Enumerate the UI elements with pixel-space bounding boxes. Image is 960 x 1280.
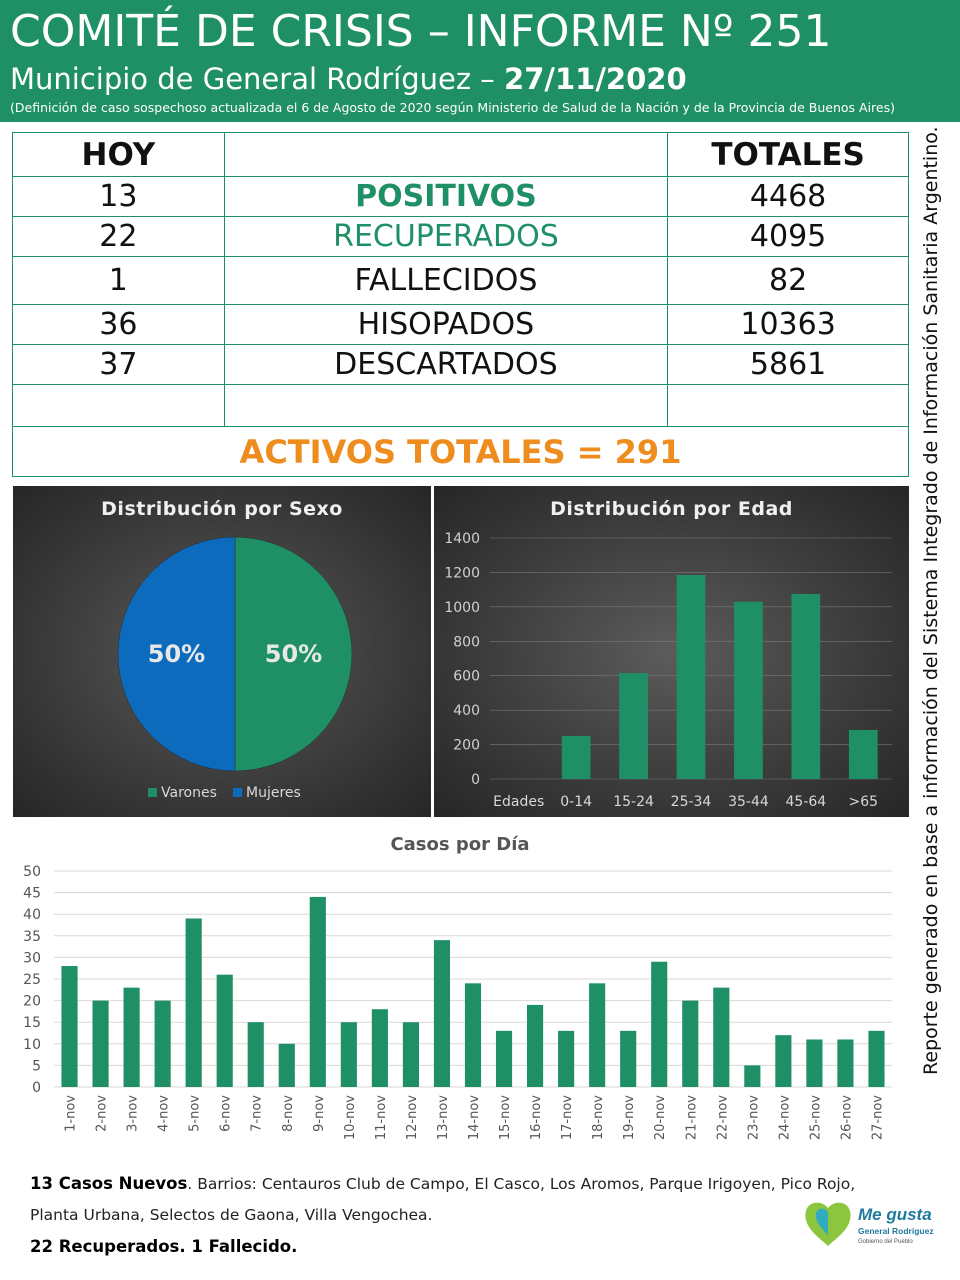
daily-bar-16-nov — [527, 1005, 543, 1087]
daily-bar-6-nov — [217, 975, 233, 1087]
daily-ytick-label: 50 — [23, 864, 41, 880]
daily-xtick-label: 23-nov — [746, 1095, 762, 1141]
row-label: RECUPERADOS — [224, 217, 668, 257]
daily-ytick-label: 20 — [23, 993, 41, 1010]
recovered-deceased-summary: 22 Recuperados. 1 Fallecido. — [30, 1237, 298, 1256]
daily-xtick-label: 13-nov — [435, 1095, 451, 1141]
stats-empty-row — [13, 385, 909, 427]
logo-line-1: Me gusta — [858, 1205, 932, 1224]
daily-bar-22-nov — [713, 988, 729, 1087]
daily-xtick-label: 16-nov — [529, 1095, 545, 1141]
daily-xtick-label: 8-nov — [280, 1095, 296, 1132]
daily-xtick-label: 27-nov — [870, 1095, 886, 1141]
daily-bar-7-nov — [248, 1022, 264, 1087]
legend-label-mujeres: Mujeres — [246, 785, 301, 801]
total-value: 82 — [668, 257, 909, 305]
daily-xtick-label: 18-nov — [591, 1095, 607, 1141]
case-definition-note: (Definición de caso sospechoso actualizada el 6 de Agosto de 2020 según Ministerio de Salud de la Nación y de la Provincia de Buenos Aires) — [10, 100, 895, 115]
total-value: 4468 — [668, 177, 909, 217]
daily-bar-20-nov — [651, 962, 667, 1087]
age-xtick-label: 45-64 — [785, 794, 827, 810]
subtitle-municipality: Municipio de General Rodríguez – — [10, 62, 505, 96]
logo-line-3: Gobierno del Pueblo — [858, 1239, 913, 1245]
daily-ytick-label: 30 — [23, 950, 41, 967]
daily-xtick-label: 3-nov — [125, 1095, 141, 1132]
col-label-header — [224, 133, 668, 177]
daily-bar-3-nov — [124, 988, 140, 1087]
age-bar-chart — [434, 486, 909, 817]
footer-line-2: Planta Urbana, Selectos de Gaona, Villa Vengochea. — [30, 1206, 433, 1224]
daily-bar-4-nov — [155, 1001, 171, 1087]
daily-bar-24-nov — [775, 1035, 791, 1087]
row-label: DESCARTADOS — [224, 345, 668, 385]
daily-xtick-label: 20-nov — [653, 1095, 669, 1141]
daily-bar-13-nov — [434, 940, 450, 1087]
footer-line-1 — [30, 1168, 890, 1200]
legend-label-varones: Varones — [161, 785, 217, 801]
age-bar->65 — [849, 730, 878, 779]
daily-xtick-label: 24-nov — [777, 1095, 793, 1141]
age-bar-0-14 — [562, 736, 591, 779]
age-ytick-label: 800 — [453, 634, 480, 651]
daily-xtick-label: 2-nov — [94, 1095, 110, 1132]
daily-ytick-label: 35 — [23, 928, 41, 945]
today-value: 36 — [13, 305, 225, 345]
age-xtick-label: 25-34 — [670, 794, 712, 810]
header-banner — [0, 0, 960, 122]
daily-xtick-label: 1-nov — [63, 1095, 79, 1132]
daily-chart-title: Casos por Día — [390, 834, 530, 855]
legend-swatch-varones — [148, 788, 157, 797]
sex-chart-title: Distribución por Sexo — [101, 498, 343, 520]
report-date: 27/11/2020 — [504, 62, 687, 96]
row-label: HISOPADOS — [224, 305, 668, 345]
daily-xtick-label: 5-nov — [187, 1095, 203, 1132]
daily-cases-chart — [10, 828, 910, 1158]
daily-xtick-label: 17-nov — [560, 1095, 576, 1141]
new-cases-count: 13 Casos Nuevos — [30, 1174, 188, 1193]
daily-bar-8-nov — [279, 1044, 295, 1087]
today-value: 1 — [13, 257, 225, 305]
daily-ytick-label: 40 — [23, 907, 41, 924]
daily-bar-9-nov — [310, 897, 326, 1087]
age-ytick-label: 600 — [453, 668, 480, 685]
stats-row-positivos — [13, 177, 909, 217]
daily-xtick-label: 7-nov — [249, 1095, 265, 1132]
today-value: 22 — [13, 217, 225, 257]
daily-bar-10-nov — [341, 1022, 357, 1087]
neighborhoods-text: . Barrios: Centauros Club de Campo, El Casco, Los Aromos, Parque Irigoyen, Pico Rojo, — [187, 1175, 856, 1193]
daily-xtick-label: 10-nov — [342, 1095, 358, 1141]
age-ytick-label: 1000 — [444, 599, 480, 616]
daily-bar-15-nov — [496, 1031, 512, 1087]
daily-xtick-label: 19-nov — [622, 1095, 638, 1141]
daily-bar-18-nov — [589, 983, 605, 1087]
daily-xtick-label: 9-nov — [311, 1095, 327, 1132]
footer-summary — [30, 1168, 890, 1263]
daily-ytick-label: 15 — [23, 1015, 41, 1032]
daily-bar-1-nov — [61, 966, 77, 1087]
daily-xtick-label: 15-nov — [498, 1095, 514, 1141]
row-label: POSITIVOS — [224, 177, 668, 217]
legend-swatch-mujeres — [233, 788, 242, 797]
age-ytick-label: 0 — [471, 772, 480, 788]
footer-line-3 — [30, 1231, 890, 1263]
age-ytick-label: 400 — [453, 703, 480, 720]
stats-row-hisopados — [13, 305, 909, 345]
daily-bar-19-nov — [620, 1031, 636, 1087]
report-title: COMITÉ DE CRISIS – INFORME Nº 251 — [10, 6, 832, 57]
stats-row-descartados — [13, 345, 909, 385]
total-value: 5861 — [668, 345, 909, 385]
age-distribution-panel — [434, 486, 909, 817]
logo-line-2: General Rodríguez — [858, 1226, 934, 1236]
empty-cell — [13, 385, 225, 427]
age-bar-35-44 — [734, 602, 763, 779]
daily-bar-11-nov — [372, 1009, 388, 1087]
activos-totales: ACTIVOS TOTALES = 291 — [13, 427, 909, 477]
daily-bar-21-nov — [682, 1001, 698, 1087]
daily-ytick-label: 0 — [32, 1080, 41, 1096]
stats-row-fallecidos — [13, 257, 909, 305]
daily-xtick-label: 11-nov — [373, 1095, 389, 1141]
age-bar-45-64 — [792, 594, 821, 779]
daily-bar-2-nov — [92, 1001, 108, 1087]
daily-ytick-label: 10 — [23, 1036, 41, 1053]
today-value: 13 — [13, 177, 225, 217]
age-xtick-label: 15-24 — [613, 794, 654, 810]
age-xtick-label: >65 — [848, 794, 879, 810]
stats-table — [12, 132, 909, 477]
age-bar-15-24 — [619, 673, 648, 779]
daily-xtick-label: 6-nov — [218, 1095, 234, 1132]
source-note-vertical: Reporte generado en base a información del Sistema Integrado de Información Sanitaria Argentino. — [920, 126, 942, 1075]
age-bar-25-34 — [677, 575, 706, 779]
daily-ytick-label: 25 — [23, 972, 41, 988]
age-ytick-label: 200 — [453, 737, 480, 754]
daily-bar-27-nov — [868, 1031, 884, 1087]
col-totals-header: TOTALES — [668, 133, 909, 177]
pie-data-label: 50% — [264, 640, 323, 668]
daily-xtick-label: 14-nov — [467, 1095, 482, 1141]
daily-bar-5-nov — [186, 919, 202, 1087]
age-xtick-label: 35-44 — [728, 794, 769, 810]
empty-cell — [668, 385, 909, 427]
today-value: 37 — [13, 345, 225, 385]
me-gusta-logo — [800, 1198, 950, 1258]
total-value: 10363 — [668, 305, 909, 345]
daily-xtick-label: 26-nov — [839, 1095, 855, 1141]
daily-xtick-label: 21-nov — [684, 1095, 700, 1141]
pie-data-label: 50% — [147, 640, 206, 668]
daily-xtick-label: 4-nov — [156, 1095, 172, 1132]
daily-bar-17-nov — [558, 1031, 574, 1087]
sex-distribution-panel — [13, 486, 431, 817]
age-xtick-label: 0-14 — [560, 794, 593, 810]
sex-pie-chart — [13, 486, 431, 817]
empty-cell — [224, 385, 668, 427]
row-label: FALLECIDOS — [224, 257, 668, 305]
daily-xtick-label: 12-nov — [404, 1095, 420, 1141]
age-ytick-label: 1400 — [444, 531, 480, 547]
stats-header-row — [13, 133, 909, 177]
report-subtitle — [10, 62, 687, 96]
daily-xtick-label: 25-nov — [808, 1095, 824, 1141]
stats-activos-row — [13, 427, 909, 477]
daily-bar-26-nov — [837, 1039, 853, 1087]
daily-ytick-label: 5 — [32, 1058, 41, 1075]
daily-bar-23-nov — [744, 1065, 760, 1087]
age-chart-title: Distribución por Edad — [550, 498, 793, 520]
daily-xtick-label: 22-nov — [715, 1095, 731, 1141]
age-ytick-label: 1200 — [444, 565, 480, 582]
stats-row-recuperados — [13, 217, 909, 257]
daily-ytick-label: 45 — [23, 885, 41, 902]
daily-bar-12-nov — [403, 1022, 419, 1087]
daily-bar-14-nov — [465, 983, 481, 1087]
col-today-header: HOY — [13, 133, 225, 177]
age-xtick-label: Edades — [493, 794, 545, 810]
daily-bar-25-nov — [806, 1039, 822, 1087]
total-value: 4095 — [668, 217, 909, 257]
